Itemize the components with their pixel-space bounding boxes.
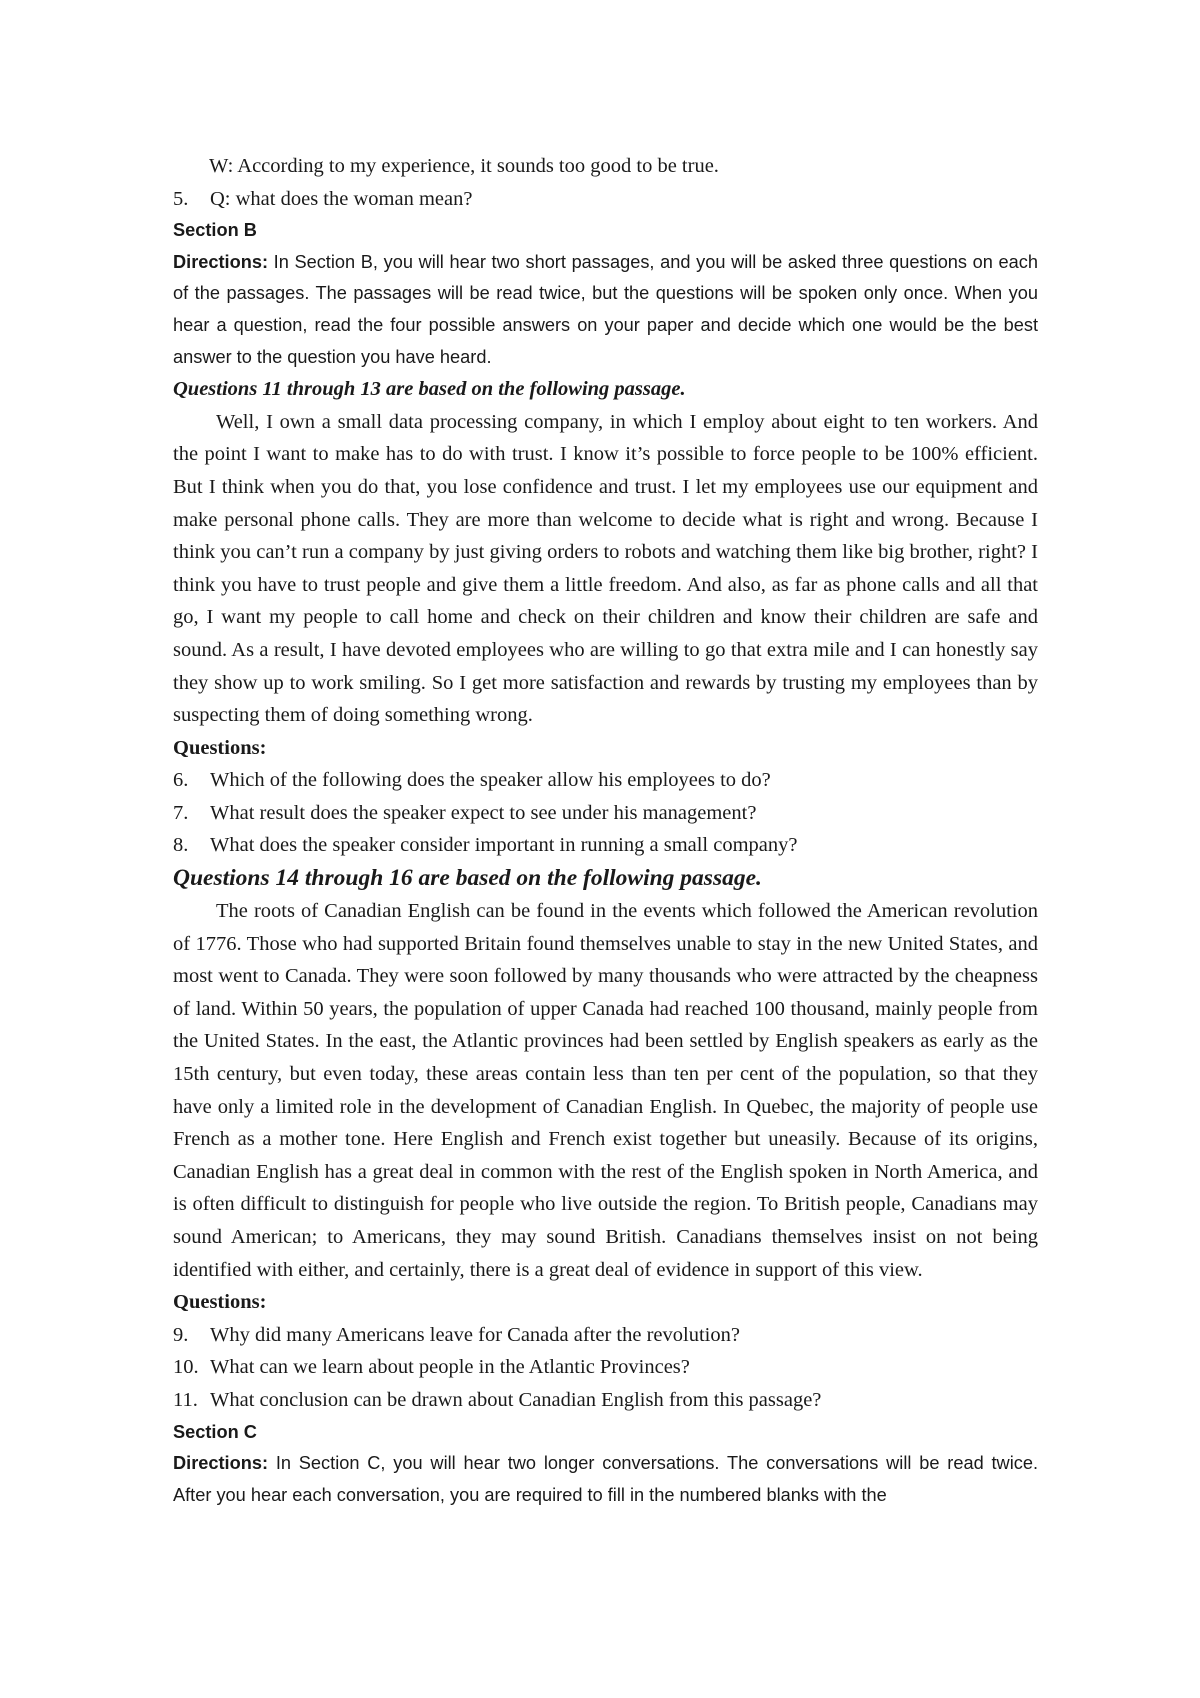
question-number: 7. bbox=[173, 801, 189, 824]
question-number: 11. bbox=[173, 1388, 198, 1411]
section-c-directions bbox=[173, 1448, 1038, 1511]
question-item bbox=[173, 829, 1038, 862]
dialogue-w-line: W: According to my experience, it sounds too good to be true. bbox=[209, 155, 719, 177]
passage-2-text: The roots of Canadian English can be found in the events which followed the American revolution of 1776. Those who had supported Britain found themselves unable to stay in the new United States, and most went to Canada. They were soon followed by many thousands who were attracted by the cheapness of land. Within 50 years, the population of upper Canada had reached 100 thousand, mainly people from the United States. In the east, the Atlantic provinces had been settled by English speakers as early as the 15th century, but even today, these areas contain less than ten per cent of the population, so that they have only a limited role in the development of Canadian English. In Quebec, the majority of people use French as a mother tone. Here English and French exist together but uneasily. Because of its origins, Canadian English has a great deal in common with the rest of the English spoken in North America, and is often difficult to distinguish for people who live outside the region. To British people, Canadians may sound American; to Americans, they may sound British. Canadians themselves insist on not being identified with either, and certainly, there is a great deal of evidence in support of this view. bbox=[173, 900, 1038, 1281]
question-number: 10. bbox=[173, 1356, 199, 1379]
question-item bbox=[173, 764, 1038, 797]
passage-2-heading: Questions 14 through 16 are based on the following passage. bbox=[173, 865, 762, 892]
directions-text: In Section B, you will hear two short passages, and you will be asked three questions on each of the passages. The passages will be read twice, but the questions will be spoken only once. When you hear a question, read the four possible answers on your paper and decide which one would be the best answer to the question you have heard. bbox=[173, 251, 1038, 367]
directions-label: Directions: bbox=[173, 1453, 268, 1474]
passage-1-text: Well, I own a small data processing company, in which I employ about eight to ten workers. And the point I want to make has to do with trust. I know it’s possible to force people to be 100% efficient. But I think when you do that, you lose confidence and trust. I let my employees use our equipment and make personal phone calls. They are more than welcome to decide what is right and wrong. Because I think you can’t run a company by just giving orders to robots and watching them like big brother, right? I think you have to trust people and give them a little freedom. And also, as far as phone calls and all that go, I want my people to call home and check on their children and know their children are safe and sound. As a result, I have devoted employees who are willing to go that extra mile and I can honestly say they show up to work smiling. So I get more satisfaction and rewards by trusting my employees than by suspecting them of doing something wrong. bbox=[173, 410, 1038, 727]
question-item bbox=[173, 1384, 1038, 1417]
passage-1-heading: Questions 11 through 13 are based on the following passage. bbox=[173, 378, 686, 401]
question-text: Which of the following does the speaker allow his employees to do? bbox=[210, 769, 771, 792]
question-text: Q: what does the woman mean? bbox=[210, 187, 473, 210]
question-item bbox=[173, 797, 1038, 830]
question-text: What does the speaker consider important in running a small company? bbox=[210, 834, 798, 857]
directions-text: In Section C, you will hear two longer conversations. The conversations will be read twice. After you hear each conversation, you are required to fill in the numbered blanks with the bbox=[173, 1453, 1038, 1505]
question-text: What conclusion can be drawn about Canadian English from this passage? bbox=[210, 1388, 822, 1411]
question-item bbox=[173, 183, 1038, 216]
section-c-title: Section C bbox=[173, 1421, 257, 1442]
question-text: What can we learn about people in the Atlantic Provinces? bbox=[210, 1356, 690, 1379]
question-text: Why did many Americans leave for Canada after the revolution? bbox=[210, 1323, 740, 1346]
question-item bbox=[173, 1351, 1038, 1384]
question-text: What result does the speaker expect to see under his management? bbox=[210, 801, 757, 824]
question-number: 9. bbox=[173, 1323, 189, 1346]
passage-1-questions-label: Questions: bbox=[173, 736, 267, 759]
question-number: 6. bbox=[173, 769, 189, 792]
question-number: 8. bbox=[173, 834, 189, 857]
section-b-title: Section B bbox=[173, 220, 257, 241]
question-number: 5. bbox=[173, 187, 189, 210]
section-b-directions bbox=[173, 247, 1038, 373]
passage-2-questions-label: Questions: bbox=[173, 1291, 267, 1314]
question-item bbox=[173, 1319, 1038, 1352]
document-page bbox=[173, 150, 1038, 1511]
directions-label: Directions: bbox=[173, 251, 268, 272]
